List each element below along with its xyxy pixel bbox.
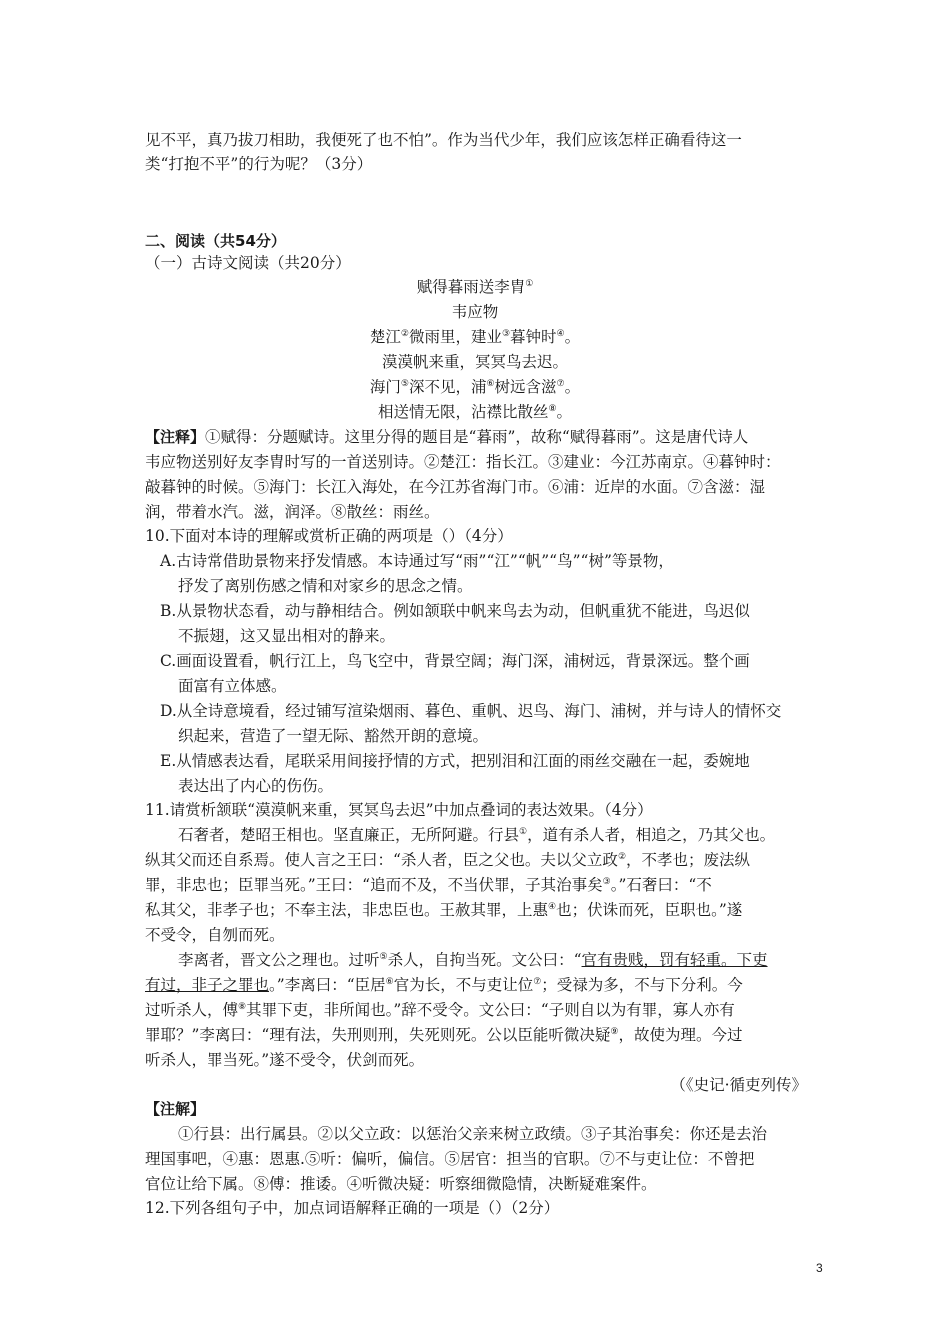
poem-line: 海门⑤深不见，浦⑥树远含滋⑦。 [369,378,581,396]
notes-line: 韦应物送别好友李胄时写的一首送别诗。②楚江：指长江。③建业：今江苏南京。④暮钟时： [145,453,781,471]
poem-line: 相送情无限，沾襟比散丝⑧。 [377,403,573,421]
passage-line: 过听杀人，傅⑧其罪下吏，非所闻也。”辞不受令。文公曰：“子则自以为有罪，寡人亦有 [145,1001,735,1019]
q9-tail-line: 见不平，真乃拔刀相助，我便死了也不怕”。作为当代少年，我们应该怎样正确看待这一 [145,131,742,149]
question-stem: 12.下列各组句子中，加点词语解释正确的一项是（）（2分） [145,1199,560,1217]
notes-label: 【注释】 [145,428,206,446]
section-subtitle: （一）古诗文阅读（共20分） [145,254,351,272]
passage-line: 罪，非忠也；臣罪当死。”王曰：“追而不及，不当伏罪，子其治事矣③。”石奢曰：“不 [145,876,712,894]
underlined-sentence: 官有贵贱，罚有轻重。下吏 [581,951,768,969]
poem-line: 楚江②微雨里，建业③暮钟时④。 [369,328,581,346]
passage-line: 听杀人，罪当死。”遂不受令，伏剑而死。 [145,1051,425,1069]
option-e-cont: 表达出了内心的伤伤。 [178,777,334,795]
option-c: C.画面设置看，帆行江上，鸟飞空中，背景空阔；海门深，浦树远，背景深远。整个画 [160,652,750,670]
notes-label: 【注解】 [145,1100,206,1118]
option-c-cont: 面富有立体感。 [178,677,287,695]
passage-line: 不受令，自刎而死。 [145,926,285,944]
page-number: 3 [816,1261,823,1275]
notes-line: 润，带着水汽。滋，润泽。⑧散丝：雨丝。 [145,503,440,521]
passage-line: 纵其父而还自系焉。使人言之王曰：“杀人者，臣之父也。夫以父立政②，不孝也；废法纵 [145,851,751,869]
q9-tail-line: 类“打抱不平”的行为呢？（3分） [145,155,373,173]
notes-line: 理国事吧，④惠：恩惠.⑤听：偏听，偏信。⑤居官：担当的官职。⑦不与吏让位：不曾把 [145,1150,755,1168]
option-b-cont: 不振翅，这又显出相对的静来。 [178,627,396,645]
passage-source: （《史记·循吏列传》 [670,1076,807,1094]
poem-title: 赋得暮雨送李胄① [416,278,534,296]
underlined-sentence: 有过，非子之罪也 [145,976,270,994]
notes-line: 【注释】①赋得：分题赋诗。这里分得的题目是“暮雨”，故称“赋得暮雨”。这是唐代诗人 [145,428,749,446]
section-title: 二、阅读（共54分） [145,232,286,250]
option-a: A.古诗常借助景物来抒发情感。本诗通过写“雨”“江”“帆”“鸟”“树”等景物， [160,552,674,570]
passage-line: 罪耶？”李离曰：“理有法，失刑则刑，失死则死。公以臣能听微决疑⑨，故使为理。今过 [145,1026,743,1044]
option-a-cont: 抒发了离别伤感之情和对家乡的思念之情。 [178,577,473,595]
passage-line: 有过，非子之罪也。”李离曰：“臣居⑥官为长，不与吏让位⑦；受禄为多，不与下分利。今 [145,976,743,994]
poem-author: 韦应物 [451,303,499,321]
notes-line: 官位让给下属。⑧傅：推诿。④听微决疑：听察细微隐情，决断疑难案件。 [145,1175,657,1193]
option-d: D.从全诗意境看，经过铺写渲染烟雨、暮色、重帆、迟鸟、海门、浦树，并与诗人的情怀交 [160,702,782,720]
question-stem: 11.请赏析颔联“漠漠帆来重，冥冥鸟去迟”中加点叠词的表达效果。（4分） [145,801,653,819]
option-b: B.从景物状态看，动与静相结合。例如颔联中帆来鸟去为动，但帆重犹不能进，鸟迟似 [160,602,750,620]
notes-line: ①行县：出行属县。②以父立政：以惩治父亲来树立政绩。③子其治事矣：你还是去治 [178,1125,768,1143]
poem-line: 漠漠帆来重，冥冥鸟去迟。 [381,353,568,371]
notes-line: 敲暮钟的时候。⑤海门：长江入海处，在今江苏省海门市。⑥浦：近岸的水面。⑦含滋：湿 [145,478,766,496]
passage-line: 李离者，晋文公之理也。过听⑤杀人，自拘当死。文公曰：“官有贵贱，罚有轻重。下吏 [178,951,768,969]
option-e: E.从情感表达看，尾联采用间接抒情的方式，把别泪和江面的雨丝交融在一起，委婉地 [160,752,750,770]
question-stem: 10.下面对本诗的理解或赏析正确的两项是（）（4分） [145,527,513,545]
passage-line: 私其父，非孝子也；不奉主法，非忠臣也。王赦其罪，上惠④也；伏诛而死，臣职也。”遂 [145,901,743,919]
option-d-cont: 织起来，营造了一望无际、豁然开朗的意境。 [178,727,489,745]
passage-line: 石奢者，楚昭王相也。坚直廉正，无所阿避。行县①，道有杀人者，相追之，乃其父也。 [178,826,776,844]
